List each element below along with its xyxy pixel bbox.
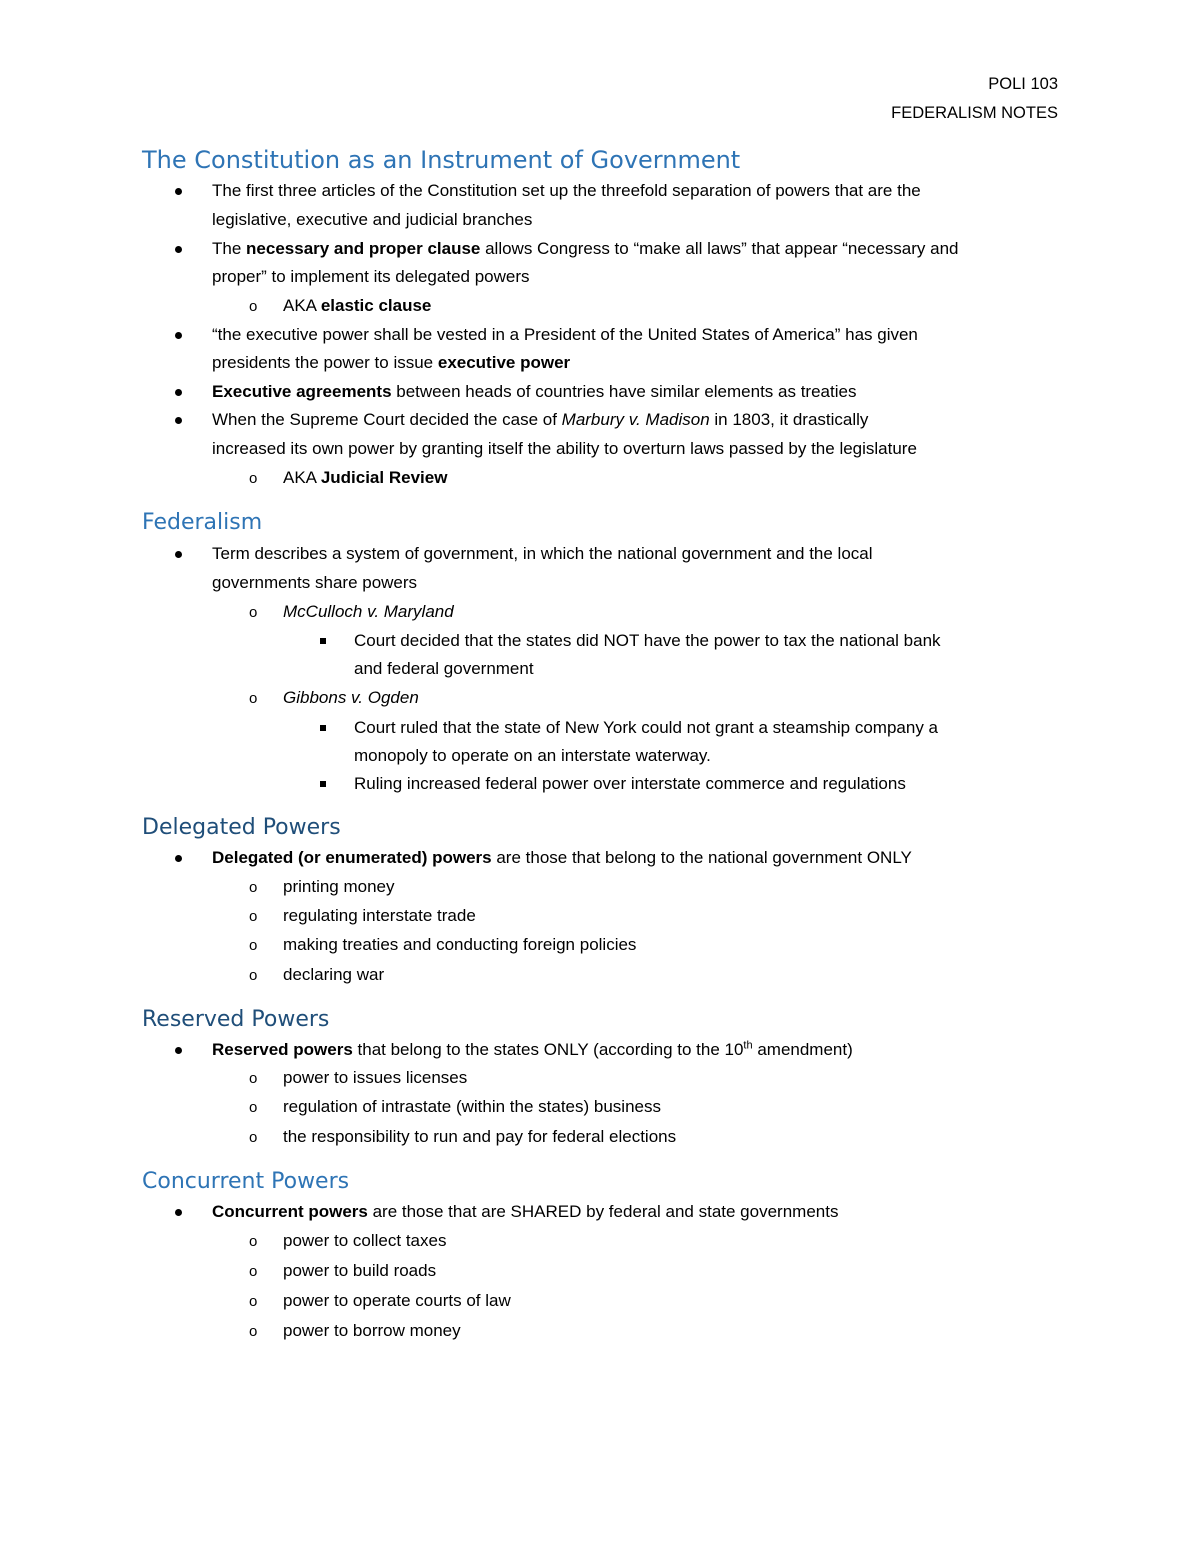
circle-bullet-icon: o [249,1099,258,1116]
bullet-icon [175,389,182,396]
list-item-line [283,467,447,489]
text-run: regulation of intrastate (within the states) business [283,1097,661,1116]
list-item-line [354,630,941,652]
bullet-icon [175,246,182,253]
text-run: allows Congress to “make all laws” that appear “necessary and [480,239,959,258]
list-item-line [283,295,431,317]
circle-bullet-icon: o [249,1293,258,1310]
list-item-line [283,934,636,956]
bold-term: Executive agreements [212,382,392,401]
list-item-line [354,658,534,680]
square-bullet-icon [320,725,326,731]
text-run: power to operate courts of law [283,1291,511,1310]
bold-term: Judicial Review [320,468,448,487]
circle-bullet-icon: o [249,1323,258,1340]
case-name: Marbury v. Madison [561,410,710,429]
text-run: th [743,1039,753,1052]
text-run: power to collect taxes [283,1231,447,1250]
section-heading: Reserved Powers [142,1007,330,1032]
list-item-line [212,352,570,374]
circle-bullet-icon: o [249,1070,258,1087]
circle-bullet-icon: o [249,604,258,621]
text-run: “the executive power shall be vested in a President of the United States of America” has given [212,325,918,344]
circle-bullet-icon: o [249,967,258,984]
text-run: When the Supreme Court decided the case of [212,410,562,429]
list-item-line [212,1201,838,1223]
list-item-line [283,1320,461,1342]
circle-bullet-icon: o [249,470,258,487]
document-title: FEDERALISM NOTES [891,104,1058,122]
bullet-icon [175,855,182,862]
text-run: power to borrow money [283,1321,461,1340]
text-run: AKA [283,296,321,315]
text-run: AKA [283,468,321,487]
text-run: The [212,239,247,258]
circle-bullet-icon: o [249,879,258,896]
list-item-line [354,745,711,767]
text-run: presidents the power to issue [212,353,438,372]
list-item-line [283,601,454,623]
bullet-icon [175,332,182,339]
text-run: Court decided that the states did NOT have the power to tax the national bank [354,631,941,650]
circle-bullet-icon: o [249,1129,258,1146]
list-item-line [283,876,395,898]
text-run: Court ruled that the state of New York could not grant a steamship company a [354,718,939,737]
text-run: Term describes a system of government, in which the national government and the local [212,544,873,563]
text-run: are those that belong to the national government ONLY [491,848,912,867]
circle-bullet-icon: o [249,937,258,954]
text-run: power to build roads [283,1261,437,1280]
bold-term: necessary and proper clause [246,239,481,258]
text-run: and federal government [354,659,534,678]
square-bullet-icon [320,638,326,644]
circle-bullet-icon: o [249,298,258,315]
section-heading: Federalism [142,510,263,535]
list-item-line [283,905,476,927]
text-run: monopoly to operate on an interstate waterway. [354,746,711,765]
circle-bullet-icon: o [249,1263,258,1280]
list-item-line [283,1096,661,1118]
section-heading: The Constitution as an Instrument of Government [142,146,741,174]
text-run: amendment) [752,1040,853,1059]
list-item-line [212,324,918,346]
text-run: printing money [283,877,395,896]
list-item-line [283,964,384,986]
list-item-line [354,773,906,795]
bold-term: elastic clause [320,296,432,315]
list-item-line [354,717,938,739]
course-label: POLI 103 [988,75,1058,93]
bullet-icon [175,188,182,195]
list-item-line [212,409,868,431]
text-run: power to issues licenses [283,1068,468,1087]
circle-bullet-icon: o [249,908,258,925]
text-run: Ruling increased federal power over interstate commerce and regulations [354,774,906,793]
list-item-line [212,238,958,260]
text-run: that belong to the states ONLY (according to the 10 [352,1040,744,1059]
list-item-line [283,1126,676,1148]
circle-bullet-icon: o [249,690,258,707]
text-run: The first three articles of the Constitution set up the threefold separation of powers that are the [212,181,921,200]
bullet-icon [175,417,182,424]
section-heading: Concurrent Powers [142,1169,350,1194]
text-run: are those that are SHARED by federal and state governments [367,1202,839,1221]
list-item-line [283,1260,436,1282]
case-name: McCulloch v. Maryland [283,602,454,621]
list-item-line [212,180,921,202]
text-run: in 1803, it drastically [709,410,869,429]
text-run: regulating interstate trade [283,906,476,925]
case-name: Gibbons v. Ogden [283,688,419,707]
list-item-line [283,1067,467,1089]
text-run: increased its own power by granting itself the ability to overturn laws passed by the legislature [212,439,917,458]
bullet-icon [175,1047,182,1054]
list-item-line [283,1290,511,1312]
list-item-line [212,572,417,594]
circle-bullet-icon: o [249,1233,258,1250]
bullet-icon [175,551,182,558]
text-run: the responsibility to run and pay for federal elections [283,1127,677,1146]
list-item-line [212,209,532,231]
list-item-line [283,687,419,709]
text-run: declaring war [283,965,385,984]
text-run: proper” to implement its delegated powers [212,267,530,286]
bold-term: executive power [437,353,571,372]
square-bullet-icon [320,781,326,787]
list-item-line [212,1039,853,1061]
bullet-icon [175,1209,182,1216]
bold-term: Delegated (or enumerated) powers [212,848,492,867]
list-item-line [283,1230,446,1252]
bold-term: Concurrent powers [212,1202,368,1221]
text-run: between heads of countries have similar elements as treaties [391,382,857,401]
list-item-line [212,266,530,288]
text-run: legislative, executive and judicial branches [212,210,533,229]
text-run: making treaties and conducting foreign policies [283,935,637,954]
text-run: governments share powers [212,573,418,592]
section-heading: Delegated Powers [142,815,341,840]
list-item-line [212,438,917,460]
list-item-line [212,381,856,403]
list-item-line [212,543,873,565]
bold-term: Reserved powers [212,1040,353,1059]
list-item-line [212,847,912,869]
